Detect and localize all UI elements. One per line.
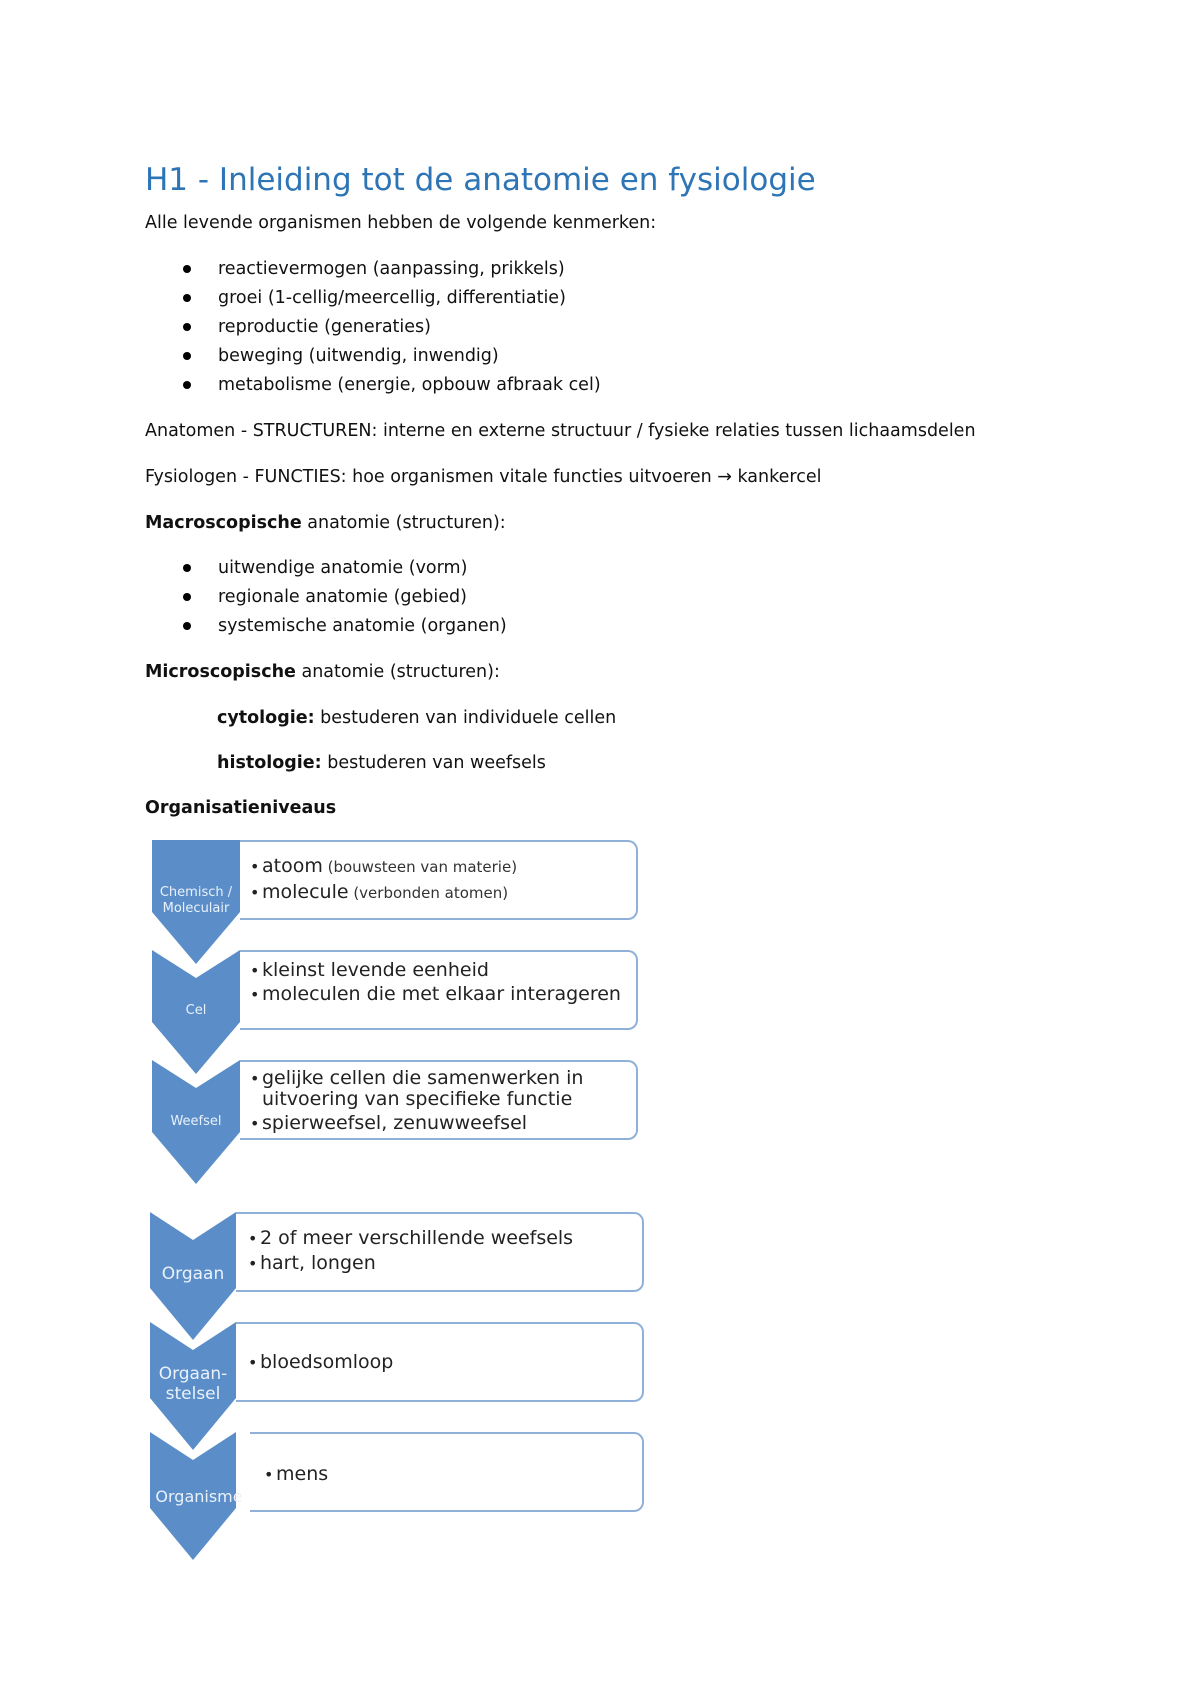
level-box-organisme — [250, 1432, 644, 1512]
list-item: • gelijke cellen die samenwerken in uitvoering van specifieke functie — [248, 1068, 626, 1110]
list-item: groei (1-cellig/meercellig, differentiatie) — [180, 287, 601, 316]
level-box-weefsel — [240, 1060, 638, 1140]
fysiologen-text: Fysiologen - FUNCTIES: hoe organismen vitale functies uitvoeren → kankercel — [145, 467, 822, 487]
histologie-line: histologie: bestuderen van weefsels — [217, 753, 546, 773]
level-label: Organisme — [155, 1487, 243, 1506]
cytologie-line: cytologie: bestuderen van individuele cellen — [217, 708, 617, 728]
list-item: • mens — [262, 1464, 632, 1485]
list-item: reproductie (generaties) — [180, 316, 601, 345]
list-item: • 2 of meer verschillende weefsels — [246, 1228, 632, 1249]
list-item: metabolisme (energie, opbouw afbraak cel) — [180, 374, 601, 403]
list-item: uitwendige anatomie (vorm) — [180, 557, 507, 586]
level-label: Cel — [185, 1003, 207, 1018]
level-box-cel — [240, 950, 638, 1030]
list-item: • kleinst levende eenheid — [248, 960, 626, 981]
intro-text: Alle levende organismen hebben de volgende kenmerken: — [145, 213, 657, 233]
level-label: Chemisch / Moleculair — [159, 885, 233, 916]
list-item: systemische anatomie (organen) — [180, 615, 507, 644]
list-item: • moleculen die met elkaar interageren — [248, 984, 626, 1005]
list-item: • molecule (verbonden atomen) — [248, 882, 626, 904]
organisatie-heading: Organisatieniveaus — [145, 798, 337, 818]
page-title: H1 - Inleiding tot de anatomie en fysiologie — [145, 162, 816, 198]
level-box-orgaan — [236, 1212, 644, 1292]
list-item: • atoom (bouwsteen van materie) — [248, 856, 626, 878]
anatomen-text: Anatomen - STRUCTUREN: interne en externe structuur / fysieke relaties tussen lichaamsdelen — [145, 421, 976, 441]
level-label: Weefsel — [170, 1114, 222, 1129]
macro-heading: Macroscopische anatomie (structuren): — [145, 513, 506, 533]
level-label: Orgaan — [161, 1264, 225, 1284]
list-item: • spierweefsel, zenuwweefsel — [248, 1113, 626, 1134]
list-item: • bloedsomloop — [246, 1352, 632, 1373]
micro-heading: Microscopische anatomie (structuren): — [145, 662, 500, 682]
list-item: beweging (uitwendig, inwendig) — [180, 345, 601, 374]
level-label: Orgaan-stelsel — [158, 1364, 228, 1404]
list-item: regionale anatomie (gebied) — [180, 586, 507, 615]
list-item: • hart, longen — [246, 1253, 632, 1274]
level-box-chemisch — [240, 840, 638, 920]
level-box-orgaanstelsel — [236, 1322, 644, 1402]
list-item: reactievermogen (aanpassing, prikkels) — [180, 258, 601, 287]
